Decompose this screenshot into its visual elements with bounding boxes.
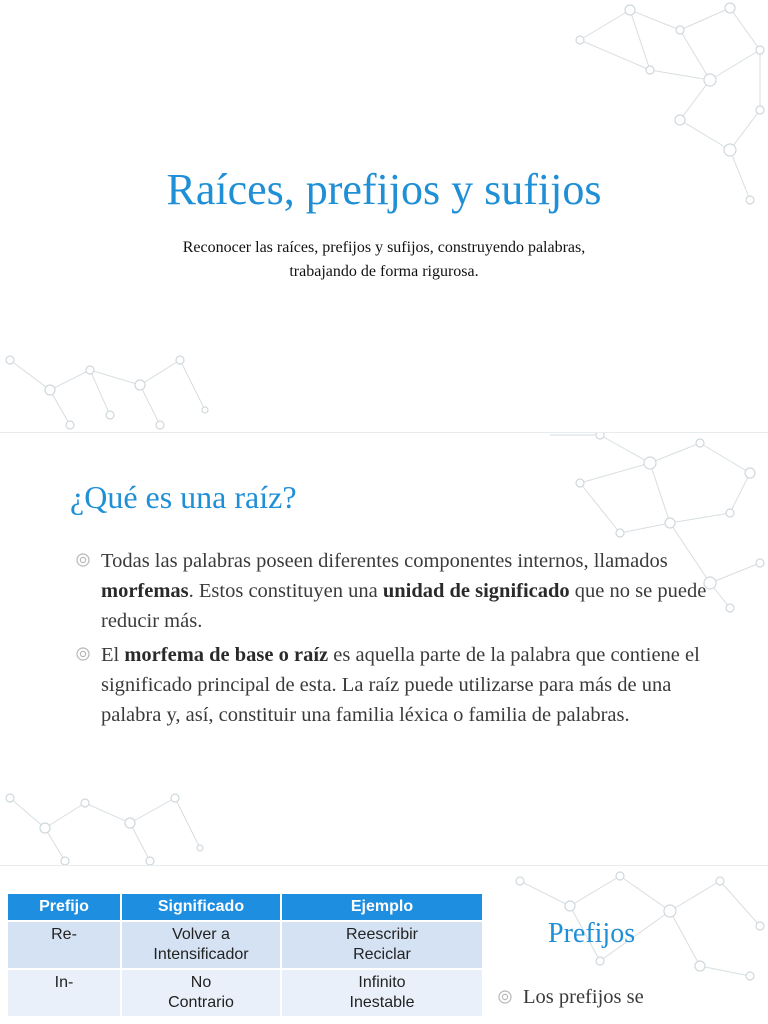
subtitle-line: trabajando de forma rigurosa. [289,263,479,280]
cell-line: Inestable [349,994,415,1011]
bold-term: unidad de significado [382,580,570,602]
bullet-text: . Estos constituyen una [188,580,383,602]
circle-bullet-icon [76,647,90,661]
bullet-text: que no se puede reducir más. [101,580,707,632]
table-cell: Re- [8,921,121,969]
table-cell [121,969,281,1016]
bullet-text: Los prefijos se [523,986,644,1008]
list-item [74,640,714,730]
molecule-network-decoration [0,773,210,865]
column-header: Ejemplo [281,894,483,921]
bold-term: morfema de base o raíz [124,644,329,666]
table-header-row [8,894,483,921]
table-row [8,969,483,1016]
cell-line: Infinito [358,974,406,991]
prefix-table [8,894,484,1016]
column-header: Significado [121,894,281,921]
slide-heading: ¿Qué es una raíz? [70,479,297,515]
list-item [74,546,714,636]
slide-subtitle [0,236,768,284]
bold-term: morfemas [101,580,189,602]
table-row [8,921,483,969]
slide-title-text: Raíces, prefijos y sufijos [166,165,602,214]
table-cell: In- [8,969,121,1016]
cell-line: Contrario [168,994,234,1011]
subtitle-line: Reconocer las raíces, prefijos y sufijos, construyendo palabras, [182,239,586,256]
bullet-text: Todas las palabras poseen diferentes componentes internos, llamados [101,550,668,572]
molecule-network-decoration [0,340,210,432]
cell-line: Reescribir [345,926,418,943]
table-cell [121,921,281,969]
table-cell [281,921,483,969]
slide-heading: Prefijos [548,918,636,949]
column-header: Prefijo [8,894,121,921]
circle-bullet-icon [76,553,90,567]
bullet-text: El [101,644,125,666]
slide-raiz [0,433,768,865]
cell-line: Volver a [172,926,230,943]
cell-line: Intensificador [153,946,249,963]
table-cell [281,969,483,1016]
bullet-list [74,546,714,734]
bullet-text-block [497,982,768,1012]
slide-prefijos [0,866,768,1024]
cell-line: No [190,974,212,991]
circle-bullet-icon [498,990,512,1004]
slide-title [0,0,768,432]
bullet-text: es aquella parte de la palabra que contiene el significado principal de esta. La raíz puede utilizarse para más de una palabra y, así, constituir una familia léxica o familia de palabras. [101,644,700,726]
cell-line: Reciclar [353,946,411,963]
